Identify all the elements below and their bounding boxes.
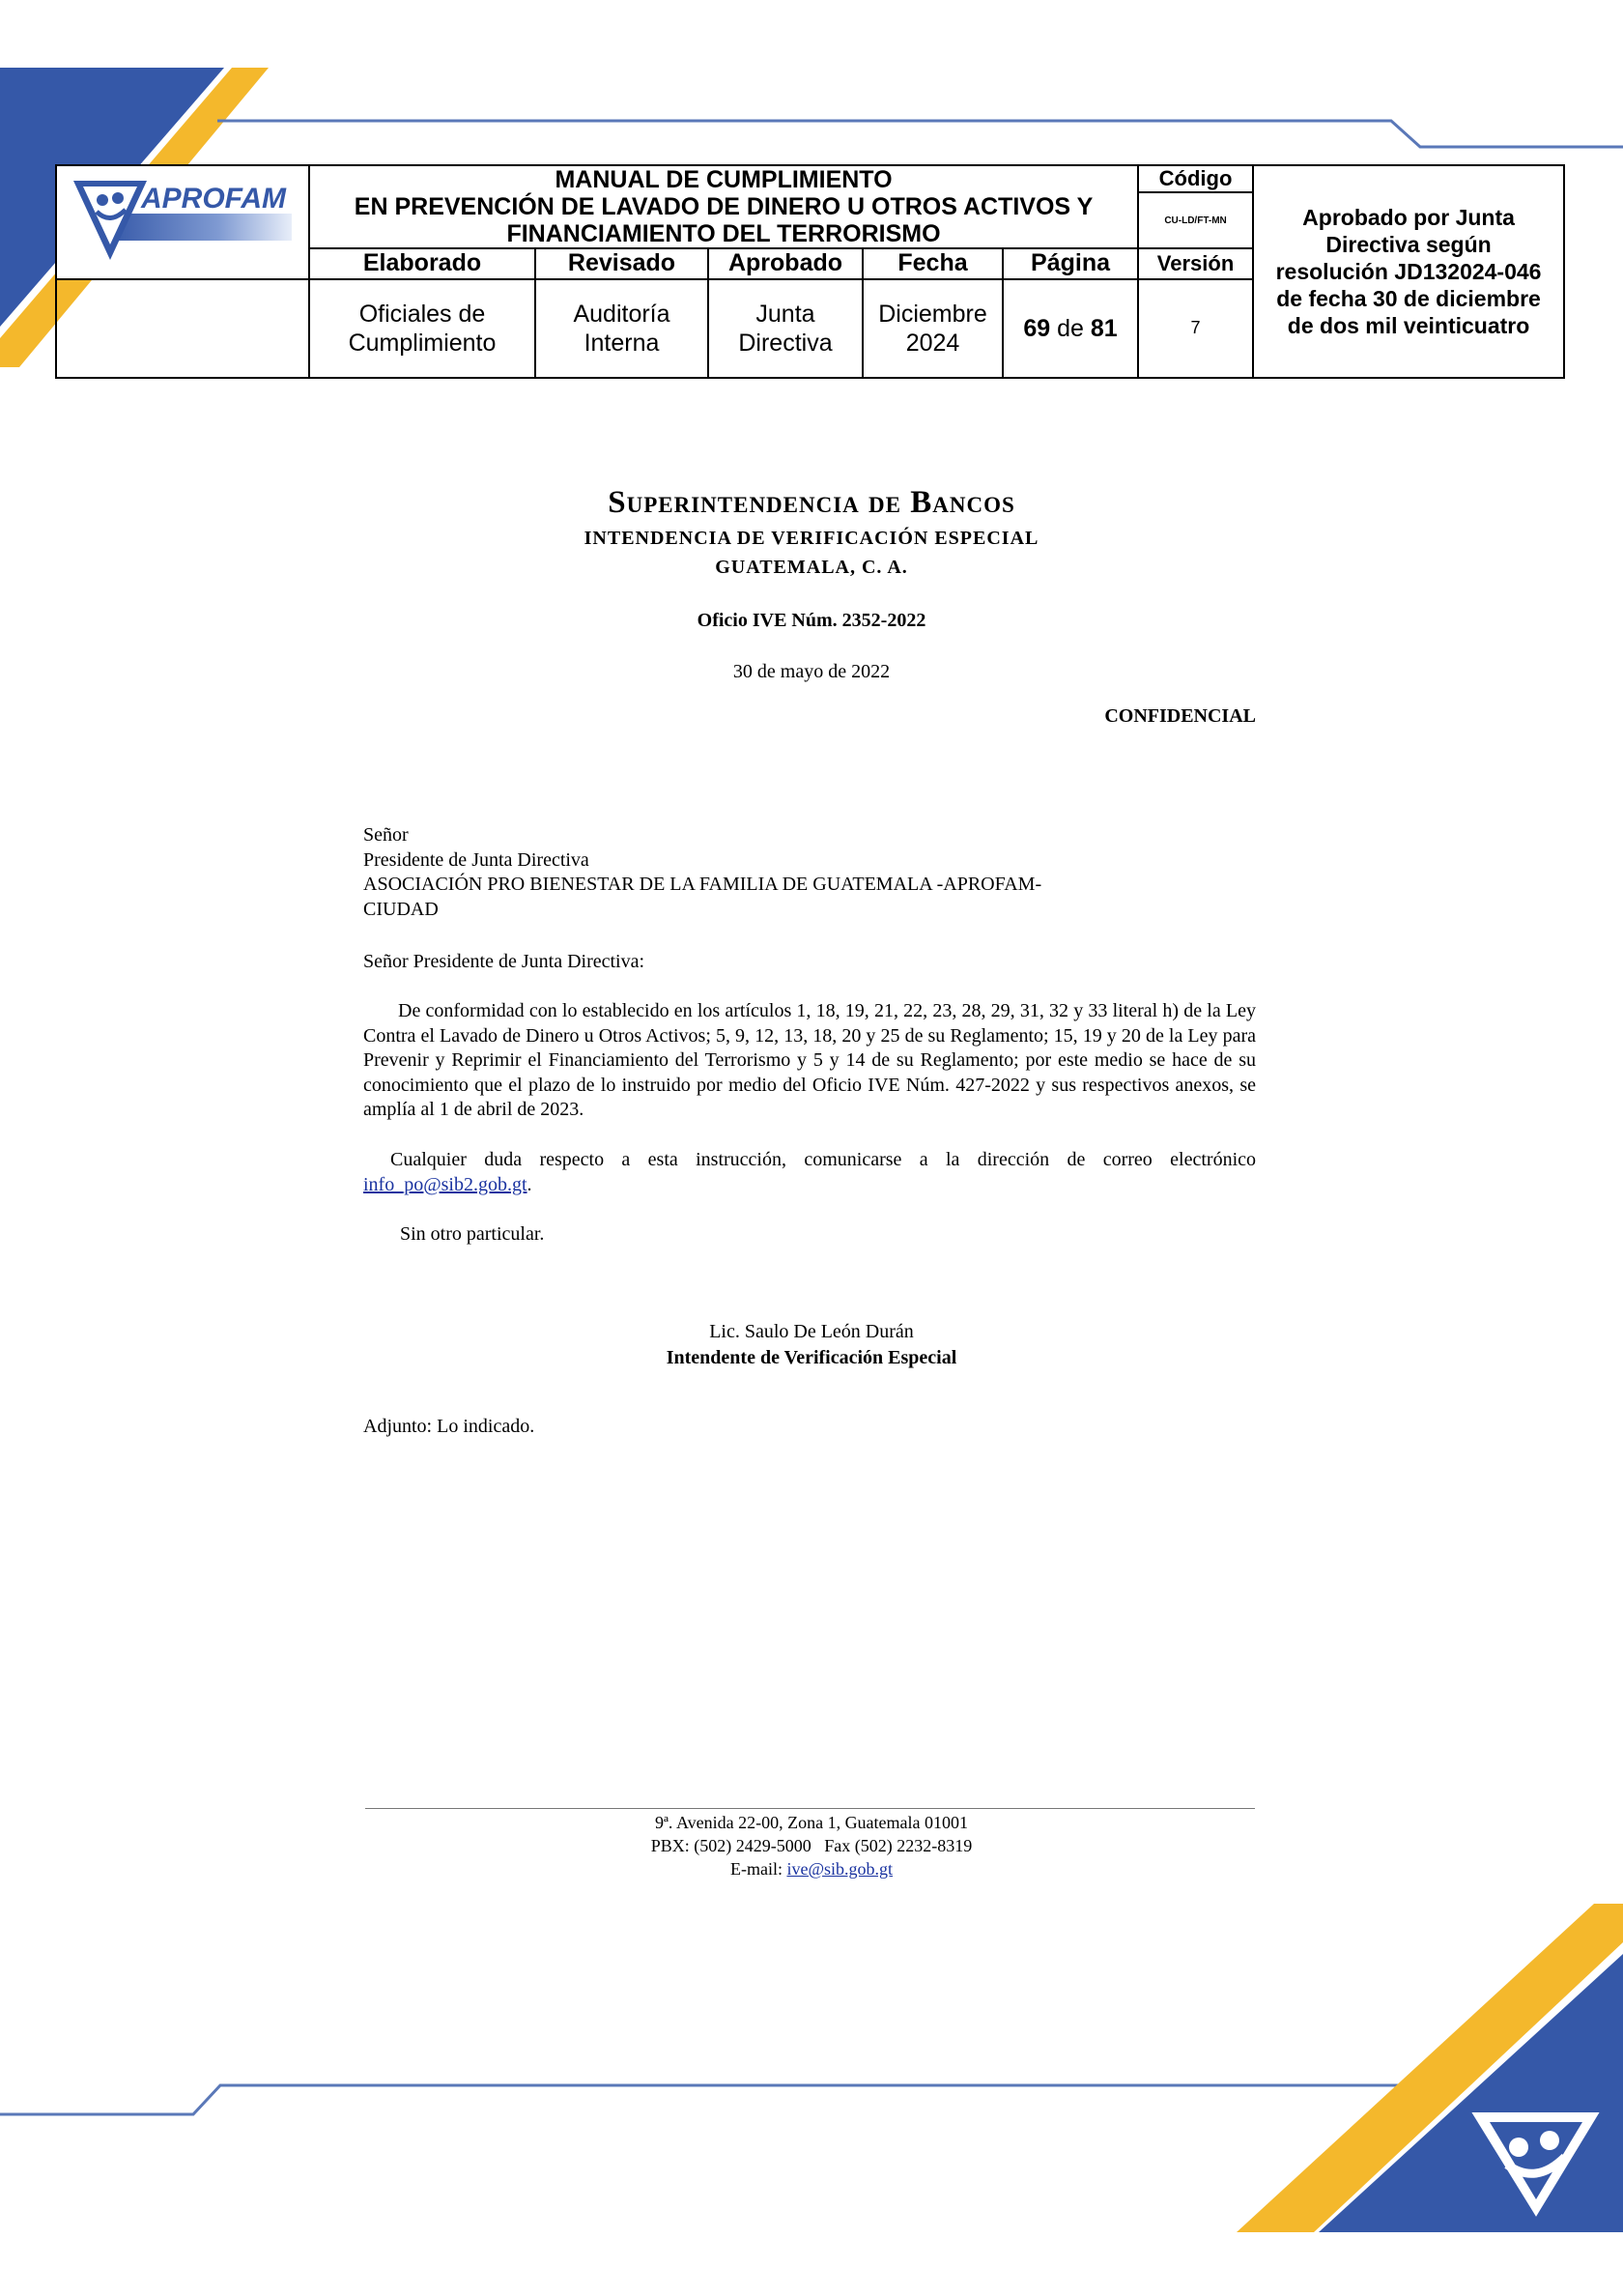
- bottom-line: [0, 2085, 1430, 2114]
- logo-spacer: [56, 279, 309, 378]
- oficio-number: Oficio IVE Núm. 2352-2022: [697, 610, 926, 631]
- page-total: 81: [1090, 314, 1118, 342]
- manual-title: MANUAL DE CUMPLIMIENTO EN PREVENCIÓN DE LAVADO DE DINERO U OTROS ACTIVOS Y FINANCIAMIENTO DEL TERRORISMO: [309, 165, 1138, 248]
- top-line: [217, 121, 1623, 147]
- closing: Sin otro particular.: [400, 1223, 545, 1245]
- signer-title: Intendente de Verificación Especial: [666, 1347, 957, 1368]
- institution-title: Superintendencia de Bancos: [608, 485, 1015, 520]
- val-fecha: Diciembre 2024: [863, 279, 1003, 378]
- col-version: Versión: [1138, 248, 1253, 278]
- val-elaborado: Oficiales de Cumplimiento: [309, 279, 535, 378]
- code-value: CU-LD/FT-MN: [1138, 192, 1253, 248]
- val-revisado: Auditoría Interna: [535, 279, 708, 378]
- greeting: Señor Presidente de Junta Directiva:: [363, 951, 645, 972]
- footer-divider: [365, 1808, 1255, 1809]
- page-current: 69: [1023, 314, 1051, 342]
- footer-phone: PBX: (502) 2429-5000 Fax (502) 2232-8319: [650, 1836, 973, 1855]
- col-pagina: Página: [1003, 248, 1138, 278]
- val-version: 7: [1138, 279, 1253, 378]
- approval-note: Aprobado por Junta Directiva según resolución JD132024-046 de fecha 30 de diciembre de dos mil veinticuatro: [1253, 165, 1564, 378]
- institution-location: GUATEMALA, C. A.: [715, 557, 908, 578]
- bottom-right-blue-shape: [1319, 1954, 1623, 2232]
- logo-text: APROFAM: [141, 183, 286, 215]
- col-aprobado: Aprobado: [708, 248, 863, 278]
- institution-subtitle: INTENDENCIA DE VERIFICACIÓN ESPECIAL: [584, 528, 1039, 549]
- footer-address: 9ª. Avenida 22-00, Zona 1, Guatemala 01001: [654, 1813, 969, 1832]
- col-fecha: Fecha: [863, 248, 1003, 278]
- contact-email-link[interactable]: info_po@sib2.gob.gt: [363, 1173, 527, 1195]
- signer-name: Lic. Saulo De León Durán: [709, 1321, 914, 1342]
- footer-email-link[interactable]: ive@sib.gob.gt: [786, 1859, 894, 1879]
- body-paragraph-1: De conformidad con lo establecido en los artículos 1, 18, 19, 21, 22, 23, 28, 29, 31, 32 y 33 literal h) de la Ley Contra el Lavado de Dinero u Otros Activos; 5, 9, 12, 13, 18, 20 y 25 de su Reglamento; 15, 19 y 20 de la Ley para Prevenir y Reprimir el Financiamiento del Terrorismo y 5 y 14 de su Reglamento; por este medio se hace de su conocimiento que el plazo de lo instruido por medio del Oficio IVE Núm. 427-2022 y sus respectivos anexos, se amplía al 1 de abril de 2023.: [363, 1000, 1256, 1120]
- attachment-note: Adjunto: Lo indicado.: [363, 1416, 535, 1437]
- val-aprobado: Junta Directiva: [708, 279, 863, 378]
- letter-date: 30 de mayo de 2022: [732, 661, 891, 682]
- document-header-table: [55, 164, 1565, 379]
- code-label: Código: [1138, 165, 1253, 192]
- col-revisado: Revisado: [535, 248, 708, 278]
- recipient-block: Señor Presidente de Junta Directiva ASOCIACIÓN PRO BIENESTAR DE LA FAMILIA DE GUATEMALA -APROFAM- CIUDAD: [363, 824, 1042, 920]
- body-paragraph-2: Cualquier duda respecto a esta instrucción, comunicarse a la dirección de correo electrónico info_po@sib2.gob.gt.: [363, 1149, 1256, 1195]
- footer-email-line: E-mail: ive@sib.gob.gt: [729, 1859, 894, 1879]
- val-pagina: [1003, 279, 1138, 378]
- logo-cell: [56, 165, 309, 279]
- aprofam-logo-icon: [71, 171, 294, 268]
- letter-footer: [0, 1811, 1623, 1880]
- confidential-label: CONFIDENCIAL: [1104, 705, 1256, 727]
- page-of: de: [1057, 314, 1084, 342]
- col-elaborado: Elaborado: [309, 248, 535, 278]
